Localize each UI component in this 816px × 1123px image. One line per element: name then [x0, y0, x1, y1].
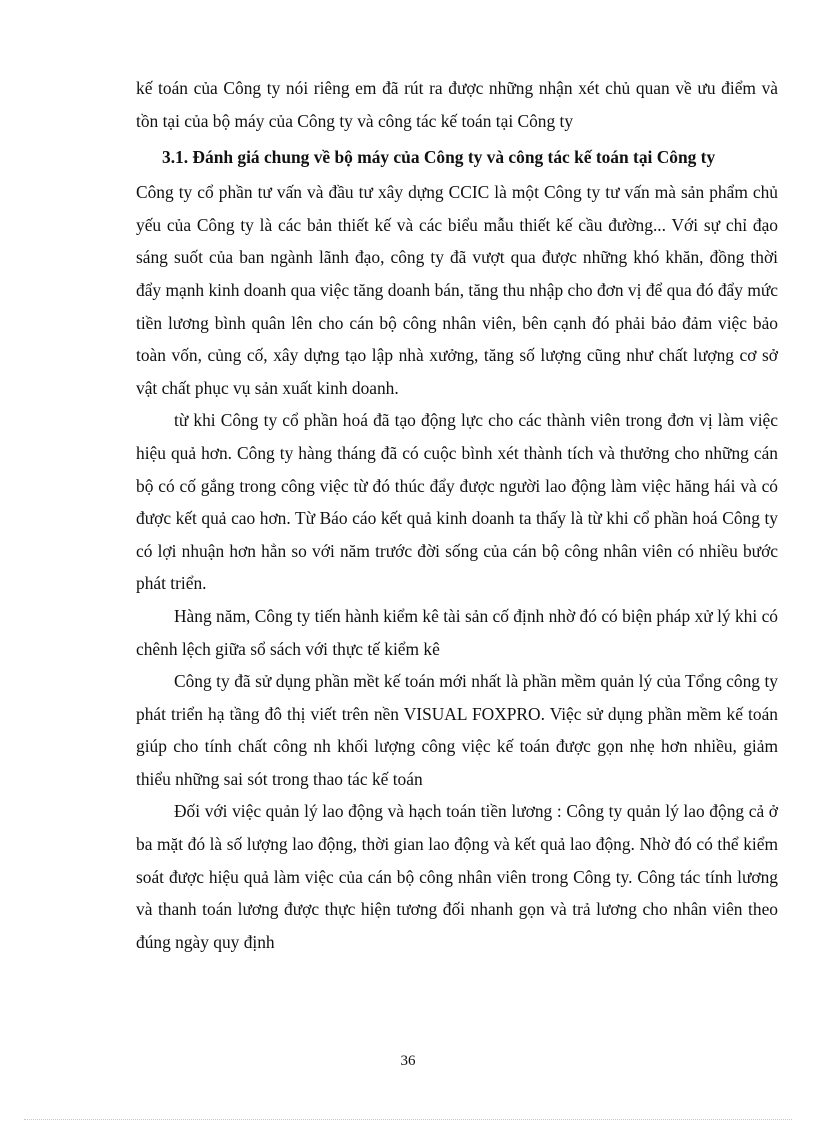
page-bottom-divider: [24, 1119, 792, 1120]
page-number: 36: [400, 1053, 416, 1069]
paragraph-labor-salary: Đối với việc quản lý lao động và hạch toán tiền lương : Công ty quản lý lao động cả ở ba mặt đó là số lượng lao động, thời gian lao động và kết quả lao động. Nhờ đó có thể kiểm soát được hiệu quả làm việc của cán bộ công nhân viên trong Công ty. Công tác tính lương và thanh toán lương được thực hiện tương đối nhanh gọn và trả lương cho nhân viên theo đúng ngày quy định: [136, 801, 778, 952]
paragraph-company-overview: Công ty cổ phần tư vấn và đầu tư xây dựng CCIC là một Công ty tư vấn mà sản phẩm chủ yếu của Công ty là các bản thiết kế và các biểu mẫu thiết kế cầu đường... Với sự chỉ đạo sáng suốt của ban ngành lãnh đạo, công ty đã vượt qua được những khó khăn, đồng thời đẩy mạnh kinh doanh qua việc tăng doanh bán, tăng thu nhập cho đơn vị để qua đó đẩy mức tiền lương bình quân lên cho cán bộ công nhân viên, bên cạnh đó phải bảo đảm việc bảo toàn vốn, củng cố, xây dựng tạo lập nhà xưởng, tăng số lượng cũng như chất lượng cơ sở vật chất phục vụ sản xuất kinh doanh.: [136, 182, 778, 398]
section-heading: 3.1. Đánh giá chung về bộ máy của Công ty và công tác kế toán tại Công ty: [162, 147, 716, 168]
paragraph-accounting-software: Công ty đã sử dụng phần mềt kế toán mới nhất là phần mềm quản lý của Tổng công ty phát triển hạ tầng đô thị viết trên nền VISUAL FOXPRO. Việc sử dụng phần mềm kế toán giúp cho tính chất công nh khối lượng công việc kế toán được gọn nhẹ hơn nhiều, giảm thiểu những sai sót trong thao tác kế toán: [136, 671, 778, 789]
paragraph-equitization: từ khi Công ty cổ phần hoá đã tạo động lực cho các thành viên trong đơn vị làm việc hiệu quả hơn. Công ty hàng tháng đã có cuộc bình xét thành tích và thưởng cho những cán bộ có cố gắng trong công việc từ đó thúc đẩy được người lao động làm việc hăng hái và có được kết quả cao hơn. Từ Báo cáo kết quả kinh doanh ta thấy là từ khi cổ phần hoá Công ty có lợi nhuận hơn hẳn so với năm trước đời sống của cán bộ công nhân viên có nhiều bước phát triển.: [136, 410, 778, 594]
paragraph-asset-inventory: Hàng năm, Công ty tiến hành kiểm kê tài sản cố định nhờ đó có biện pháp xử lý khi có chênh lệch giữa sổ sách với thực tế kiểm kê: [136, 605, 778, 659]
intro-paragraph: kế toán của Công ty nói riêng em đã rút ra được những nhận xét chủ quan về ưu điểm và tồn tại của bộ máy của Công ty và công tác kế toán tại Công ty: [136, 78, 778, 131]
page-body: [136, 72, 778, 958]
